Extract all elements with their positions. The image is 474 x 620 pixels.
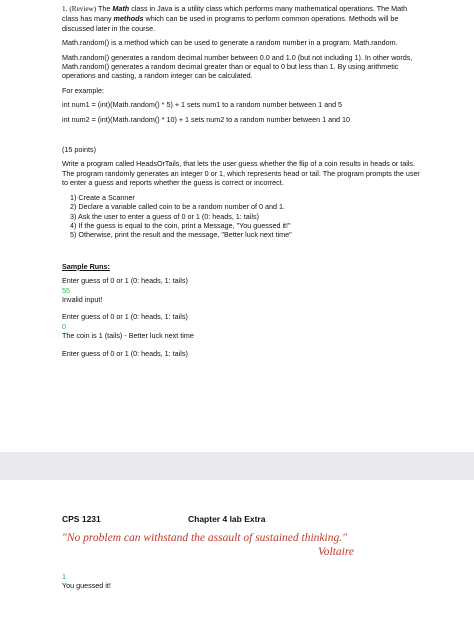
random-range-paragraph: Math.random() generates a random decimal number between 0.0 and 1.0 (but not including 1). In other words, Math.random() generates a random decimal greater than or equal to 0 but less than 1. By using arithmetic operations and casting, a random integer can be calculated. (62, 52, 413, 81)
sample-run-1 (62, 276, 422, 304)
sample-run-2 (62, 312, 422, 340)
run-output: The coin is 1 (tails) - Better luck next time (62, 331, 194, 341)
task-description: Write a program called HeadsOrTails, that lets the user guess whether the flip of a coin results in heads or tails. The program randomly generates an integer 0 or 1, which represents head or tail. The program prompts the user to enter a guess and reports whether the guess is correct or incorrect. (62, 159, 420, 188)
code-example-2: int num2 = (int)(Math.random() * 10) + 1 sets num2 to a random number between 1 and 10 (62, 114, 351, 124)
chapter-title: Chapter 4 lab Extra (188, 514, 266, 524)
run-prompt: Enter guess of 0 or 1 (0: heads, 1: tails) (62, 276, 188, 286)
review-label: (Review) (69, 5, 97, 13)
course-code: CPS 1231 (62, 514, 101, 524)
run-prompt: Enter guess of 0 or 1 (0: heads, 1: tails) (62, 312, 188, 322)
code-example-1: int num1 = (int)(Math.random() * 5) + 1 sets num1 to a random number between 1 and 5 (62, 100, 343, 110)
sample-runs-title: Sample Runs: (62, 261, 110, 271)
step-item: 5) Otherwise, print the result and the message, "Better luck next time" (70, 230, 292, 240)
run-input: 55 (62, 285, 70, 295)
intro-paragraph (62, 4, 422, 33)
step-item: 2) Declare a variable called coin to be a random number of 0 and 1. (70, 202, 285, 212)
page-1-content (62, 4, 422, 366)
step-item: 4) If the guess is equal to the coin, print a Message, "You guessed it!" (70, 220, 291, 230)
question-number: 1. (62, 5, 68, 13)
sample-run-3 (62, 349, 422, 358)
intro-text-3: which can be used in programs to perform common operations. Methods will be discussed later in the course. (62, 14, 399, 33)
steps-list (70, 193, 422, 240)
run-prompt: Enter guess of 0 or 1 (0: heads, 1: tails) (62, 348, 188, 358)
step-item: 1) Create a Scanner (70, 192, 135, 202)
quote-author: Voltaire (318, 546, 354, 558)
page-separator (0, 452, 474, 480)
quote-text: "No problem can withstand the assault of sustained thinking." (62, 532, 347, 544)
intro-text-2: class in Java is a utility class which performs many mathematical operations. The Math class has many (62, 4, 408, 24)
methods-bold: methods (113, 14, 144, 24)
page-2 (0, 480, 474, 620)
for-example-label: For example: (62, 85, 104, 95)
run-input: 0 (62, 321, 66, 331)
math-bold: Math (112, 4, 130, 13)
random-definition: Math.random() is a method which can be used to generate a random number in a program. Math.random. (62, 38, 398, 48)
run-output: Invalid input! (62, 294, 103, 304)
step-item: 3) Ask the user to enter a guess of 0 or 1 (0: heads, 1: tails) (70, 211, 259, 221)
output-input: 1 (62, 572, 66, 581)
points-label: (15 points) (62, 145, 96, 155)
output-text: You guessed it! (62, 581, 111, 590)
intro-text-1: The (98, 4, 111, 13)
